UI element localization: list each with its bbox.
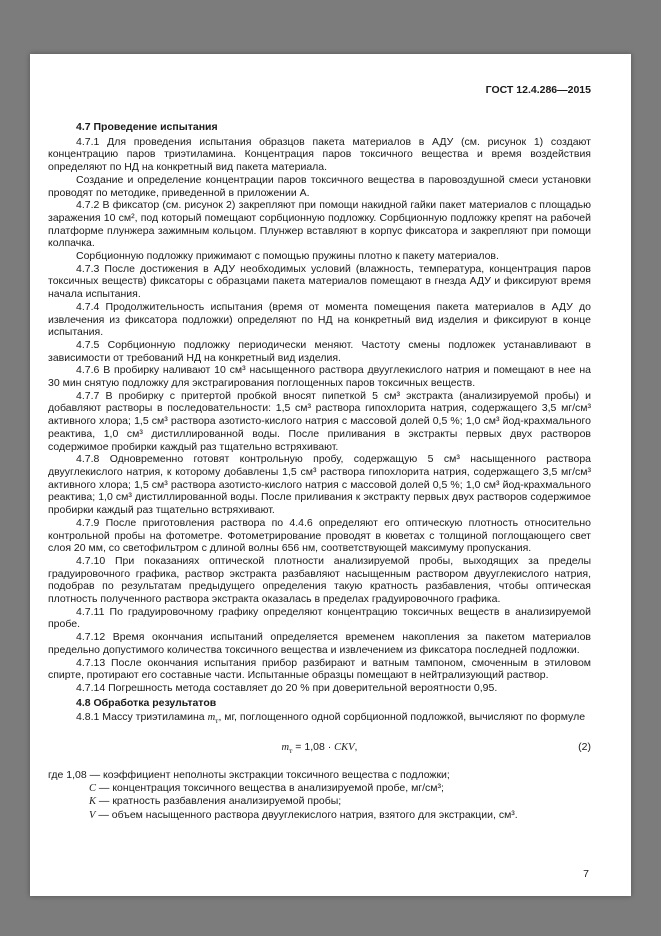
paragraph-4-7-5: 4.7.5 Сорбционную подложку периодически меняют. Частоту смены подложек устанавливают в зависимости от требований НД на конкретный вид изделия. — [48, 338, 591, 364]
definition-text-k: — кратность разбавления анализируемой пробы; — [95, 795, 342, 808]
document-page — [30, 54, 631, 896]
paragraph-4-7-6: 4.7.6 В пробирку наливают 10 см³ насыщенного раствора двууглекислого натрия и помещают в нее на 30 мин снятую подложку для экстрагирования поглощенных паров токсичных веществ. — [48, 364, 591, 390]
definition-text-v: — объем насыщенного раствора двууглекислого натрия, взятого для экстракции, см³. — [95, 809, 518, 822]
definition-k — [48, 795, 591, 809]
definition-v — [48, 809, 591, 823]
paragraph-4-8-1-suffix: , мг, поглощенного одной сорбционной подложкой, вычисляют по формуле — [218, 711, 586, 724]
formula-variable-ckv: CKV — [334, 742, 355, 754]
formula-expression — [281, 741, 358, 756]
paragraph-4-7-11: 4.7.11 По градуировочному графику определяют концентрацию токсичных веществ в анализируемой пробе. — [48, 605, 591, 631]
formula-variable-m: m — [281, 742, 290, 754]
formula-row — [48, 741, 591, 758]
paragraph-4-7-10: 4.7.10 При показаниях оптической плотности анализируемой пробы, выходящих за пределы градуировочного графика, раствор экстракта разбавляют насыщенным раствором двууглекислого натрия, подобрав по результатам предыдущего определения такую кратность разбавления, чтобы оптическая плотность полученного раствора экстракта оказалась в пределах градуировочного графика. — [48, 554, 591, 606]
definition-c — [48, 782, 591, 796]
formula-subscript: т — [215, 716, 219, 726]
definition-term-c: С — [89, 782, 97, 794]
definition-term-k: К — [89, 796, 96, 808]
paragraph-4-8-1-prefix: 4.8.1 Массу триэтиламина — [76, 711, 208, 724]
paragraph-4-7-4: 4.7.4 Продолжительность испытания (время от момента помещения пакета материалов в АДУ до извлечения из фиксатора подложки) определяют по НД на конкретный вид изделия и фиксируют в конце испытания. — [48, 300, 591, 339]
section-4-8-title: 4.8 Обработка результатов — [76, 696, 217, 709]
definition-term-v: V — [89, 810, 96, 822]
paragraph-4-7-14: 4.7.14 Погрешность метода составляет до 20 % при доверительной вероятности 0,95. — [76, 681, 498, 694]
document-header: ГОСТ 12.4.286—2015 — [485, 84, 591, 96]
paragraph-4-8-1 — [48, 711, 591, 728]
paragraph-4-7-13: 4.7.13 После окончания испытания прибор разбирают и ватным тампоном, смоченным в этиловом спирте, протирают его составные части. Испытанные образцы помещают в нейтрализующий раствор. — [48, 656, 591, 682]
paragraph-4-7-3: 4.7.3 После достижения в АДУ необходимых условий (влажность, температура, концентрация паров токсичных веществ) фиксаторы с образцами пакета материалов помещают в гнезда АДУ и фиксируют время начала испытания. — [48, 262, 591, 301]
formula-number: (2) — [578, 741, 591, 754]
paragraph-4-7-1-cont: Создание и определение концентрации паров токсичного вещества в паровоздушной смеси установки проводят по методике, приведенной в приложении А. — [48, 173, 591, 199]
formula-variable-m: m — [207, 712, 216, 724]
formula-comma: , — [354, 741, 358, 754]
paragraph-4-7-9: 4.7.9 После приготовления раствора по 4.4.6 определяют его оптическую плотность относительно контрольной пробы на фотометре. Фотометрирование проводят в кюветах с толщиной поглощающего свет слоя 20 мм, со светофильтром с длиной волны 656 нм, соответствующей максимуму пропускания. — [48, 516, 591, 555]
formula-subscript: т — [289, 746, 293, 756]
page-number: 7 — [583, 868, 589, 880]
definition-text-c: — концентрация токсичного вещества в анализируемой пробе, мг/см³; — [96, 781, 444, 794]
section-4-7-title: 4.7 Проведение испытания — [76, 121, 218, 133]
paragraph-4-7-12: 4.7.12 Время окончания испытаний определяется временем накопления за пакетом материалов предельно допустимого количества токсичного вещества и извлечением из фиксатора последней подложки. — [48, 631, 591, 656]
formula-operator: = 1,08 · — [292, 741, 335, 754]
paragraph-4-7-1: 4.7.1 Для проведения испытания образцов пакета материалов в АДУ (см. рисунок 1) создают концентрацию паров триэтиламина. Концентрация паров токсичного вещества и время воздействия определяют по НД на конкретный вид пакета материала. — [48, 135, 591, 174]
definition-1-08: где 1,08 — коэффициент неполноты экстракции токсичного вещества с подложки; — [48, 768, 450, 781]
paragraph-4-7-7: 4.7.7 В пробирку с притертой пробкой вносят пипеткой 5 см³ экстракта (анализируемой пробы) и добавляют растворы в последовательности: 1,5 см³ раствора гипохлорита натрия, содержащего 3,5 мг/см³ активного хлора; 1,5 см³ раствора азотисто-кислого натрия с массовой долей 0,5 %; 1,0 см³ йод-крахмального реактива, 1,0 см³ дистиллированной воды. После приливания в экстракты первых двух растворов содержимое пробирки каждый раз тщательно встряхивают. — [48, 389, 591, 453]
paragraph-4-7-8: 4.7.8 Одновременно готовят контрольную пробу, содержащую 5 см³ насыщенного раствора двууглекислого натрия, к которому добавлены 1,5 см³ раствора гипохлорита натрия, содержащего 3,5 мг/см³ активного хлора; 1,5 см³ раствора азотисто-кислого натрия с массовой долей 0,5 %; 1,0 см³ йод-крахмального реактива; 1,0 см³ дистиллированной воды. После приливания к экстракту первых двух растворов содержимое пробирки каждый раз тщательно встряхивают. — [48, 453, 591, 517]
document-body — [48, 121, 591, 823]
paragraph-4-7-2-cont: Сорбционную подложку прижимают с помощью пружины плотно к пакету материалов. — [76, 250, 499, 263]
paragraph-4-7-2: 4.7.2 В фиксатор (см. рисунок 2) закрепляют при помощи накидной гайки пакет материалов с площадью заражения 10 см², под который помещают сорбционную подложку. Сорбционную подложку крепят на рабочей платформе плунжера зажимным кольцом. Плунжер вставляют в корпус фиксатора и закрепляют при помощи колпачка. — [48, 199, 591, 250]
